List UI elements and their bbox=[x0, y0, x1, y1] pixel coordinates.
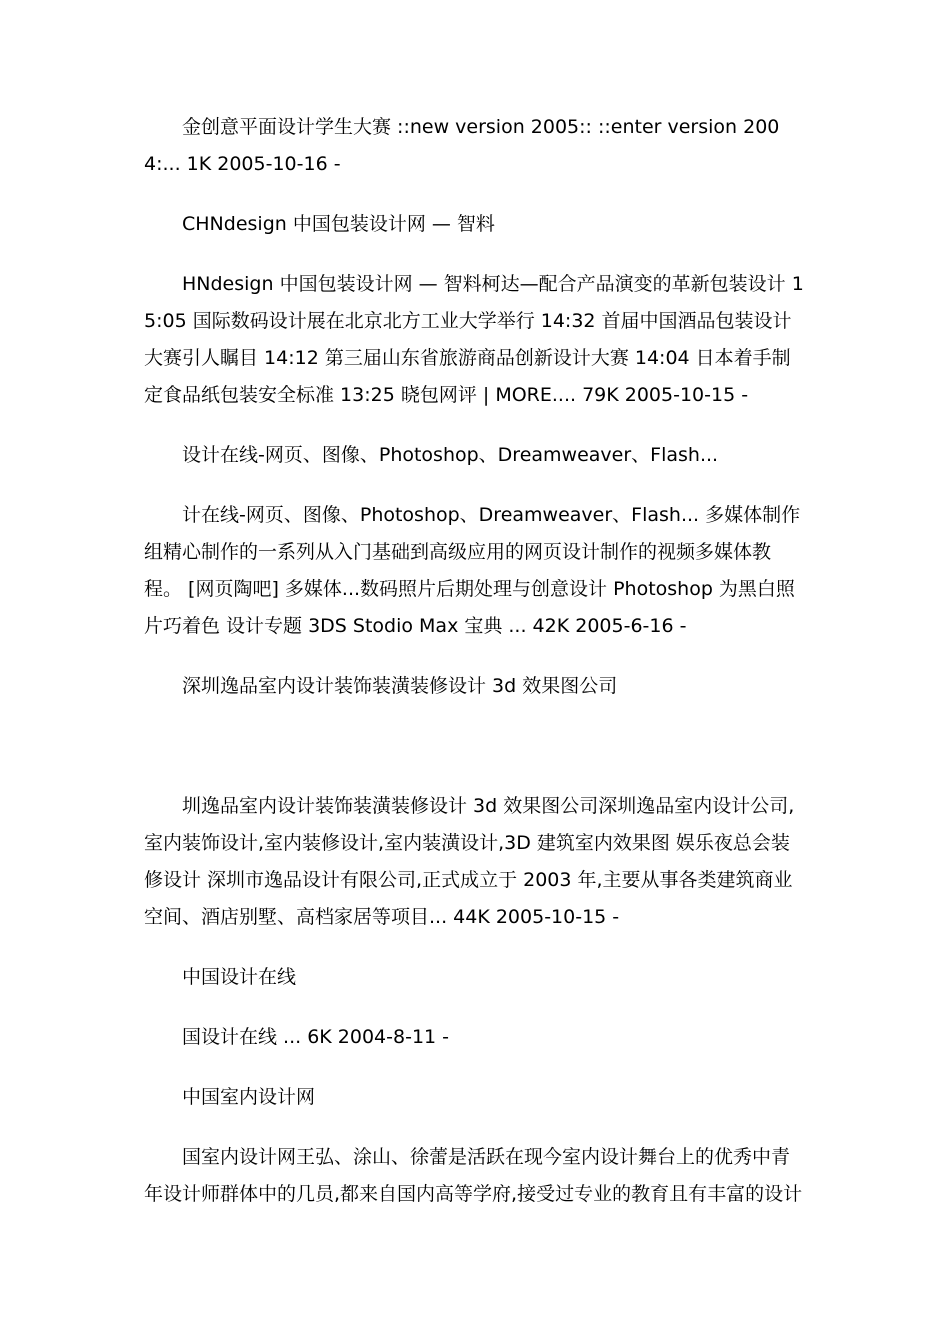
result-title-2: CHNdesign 中国包装设计网 — 智料 bbox=[182, 213, 495, 235]
result-snippet-4: 圳逸品室内设计装饰装潢装修设计 3d 效果图公司深圳逸品室内设计公司,室内装饰设计,室内装修设计,室内装潢设计,3D 建筑室内效果图 娱乐夜总会装修设计 深圳市逸品设计有限公司,正式成立于 2003 年,主要从事各类建筑商业空间、酒店别墅、高档家居等项目... 44K 2005-10-15 - bbox=[144, 795, 795, 928]
blank-gap bbox=[144, 728, 808, 788]
result-snippet-3: 计在线-网页、图像、Photoshop、Dreamweaver、Flash... 多媒体制作组精心制作的一系列从入门基础到高级应用的网页设计制作的视频多媒体教程。 [网页陶吧] 多媒体...数码照片后期处理与创意设计 Photoshop 为黑白照片巧着色 设计专题 3DS Stodio Max 宝典 ... 42K 2005-6-16 - bbox=[144, 504, 801, 637]
result-snippet-1: 金创意平面设计学生大赛 ::new version 2005:: ::enter version 2004:... 1K 2005-10-16 - bbox=[144, 116, 780, 175]
result-title-3: 设计在线-网页、图像、Photoshop、Dreamweaver、Flash... bbox=[182, 444, 719, 466]
result-title-4: 深圳逸品室内设计装饰装潢装修设计 3d 效果图公司 bbox=[182, 675, 618, 697]
result-title-6: 中国室内设计网 bbox=[182, 1086, 316, 1108]
result-snippet-2: HNdesign 中国包装设计网 — 智料柯达—配合产品演变的革新包装设计 15:05 国际数码设计展在北京北方工业大学举行 14:32 首届中国酒品包装设计大赛引人瞩目 14:12 第三届山东省旅游商品创新设计大赛 14:04 日本着手制定食品纸包装安全标准 13:25 晓包网评 | MORE.... 79K 2005-10-15 - bbox=[144, 273, 804, 406]
result-title-5: 中国设计在线 bbox=[182, 966, 297, 988]
result-snippet-5: 国设计在线 ... 6K 2004-8-11 - bbox=[182, 1026, 450, 1048]
result-snippet-6: 国室内设计网王弘、涂山、徐蕾是活跃在现今室内设计舞台上的优秀中青年设计师群体中的几员,都来自国内高等学府,接受过专业的教育且有丰富的设计 bbox=[144, 1146, 803, 1205]
document-page bbox=[144, 109, 808, 1236]
